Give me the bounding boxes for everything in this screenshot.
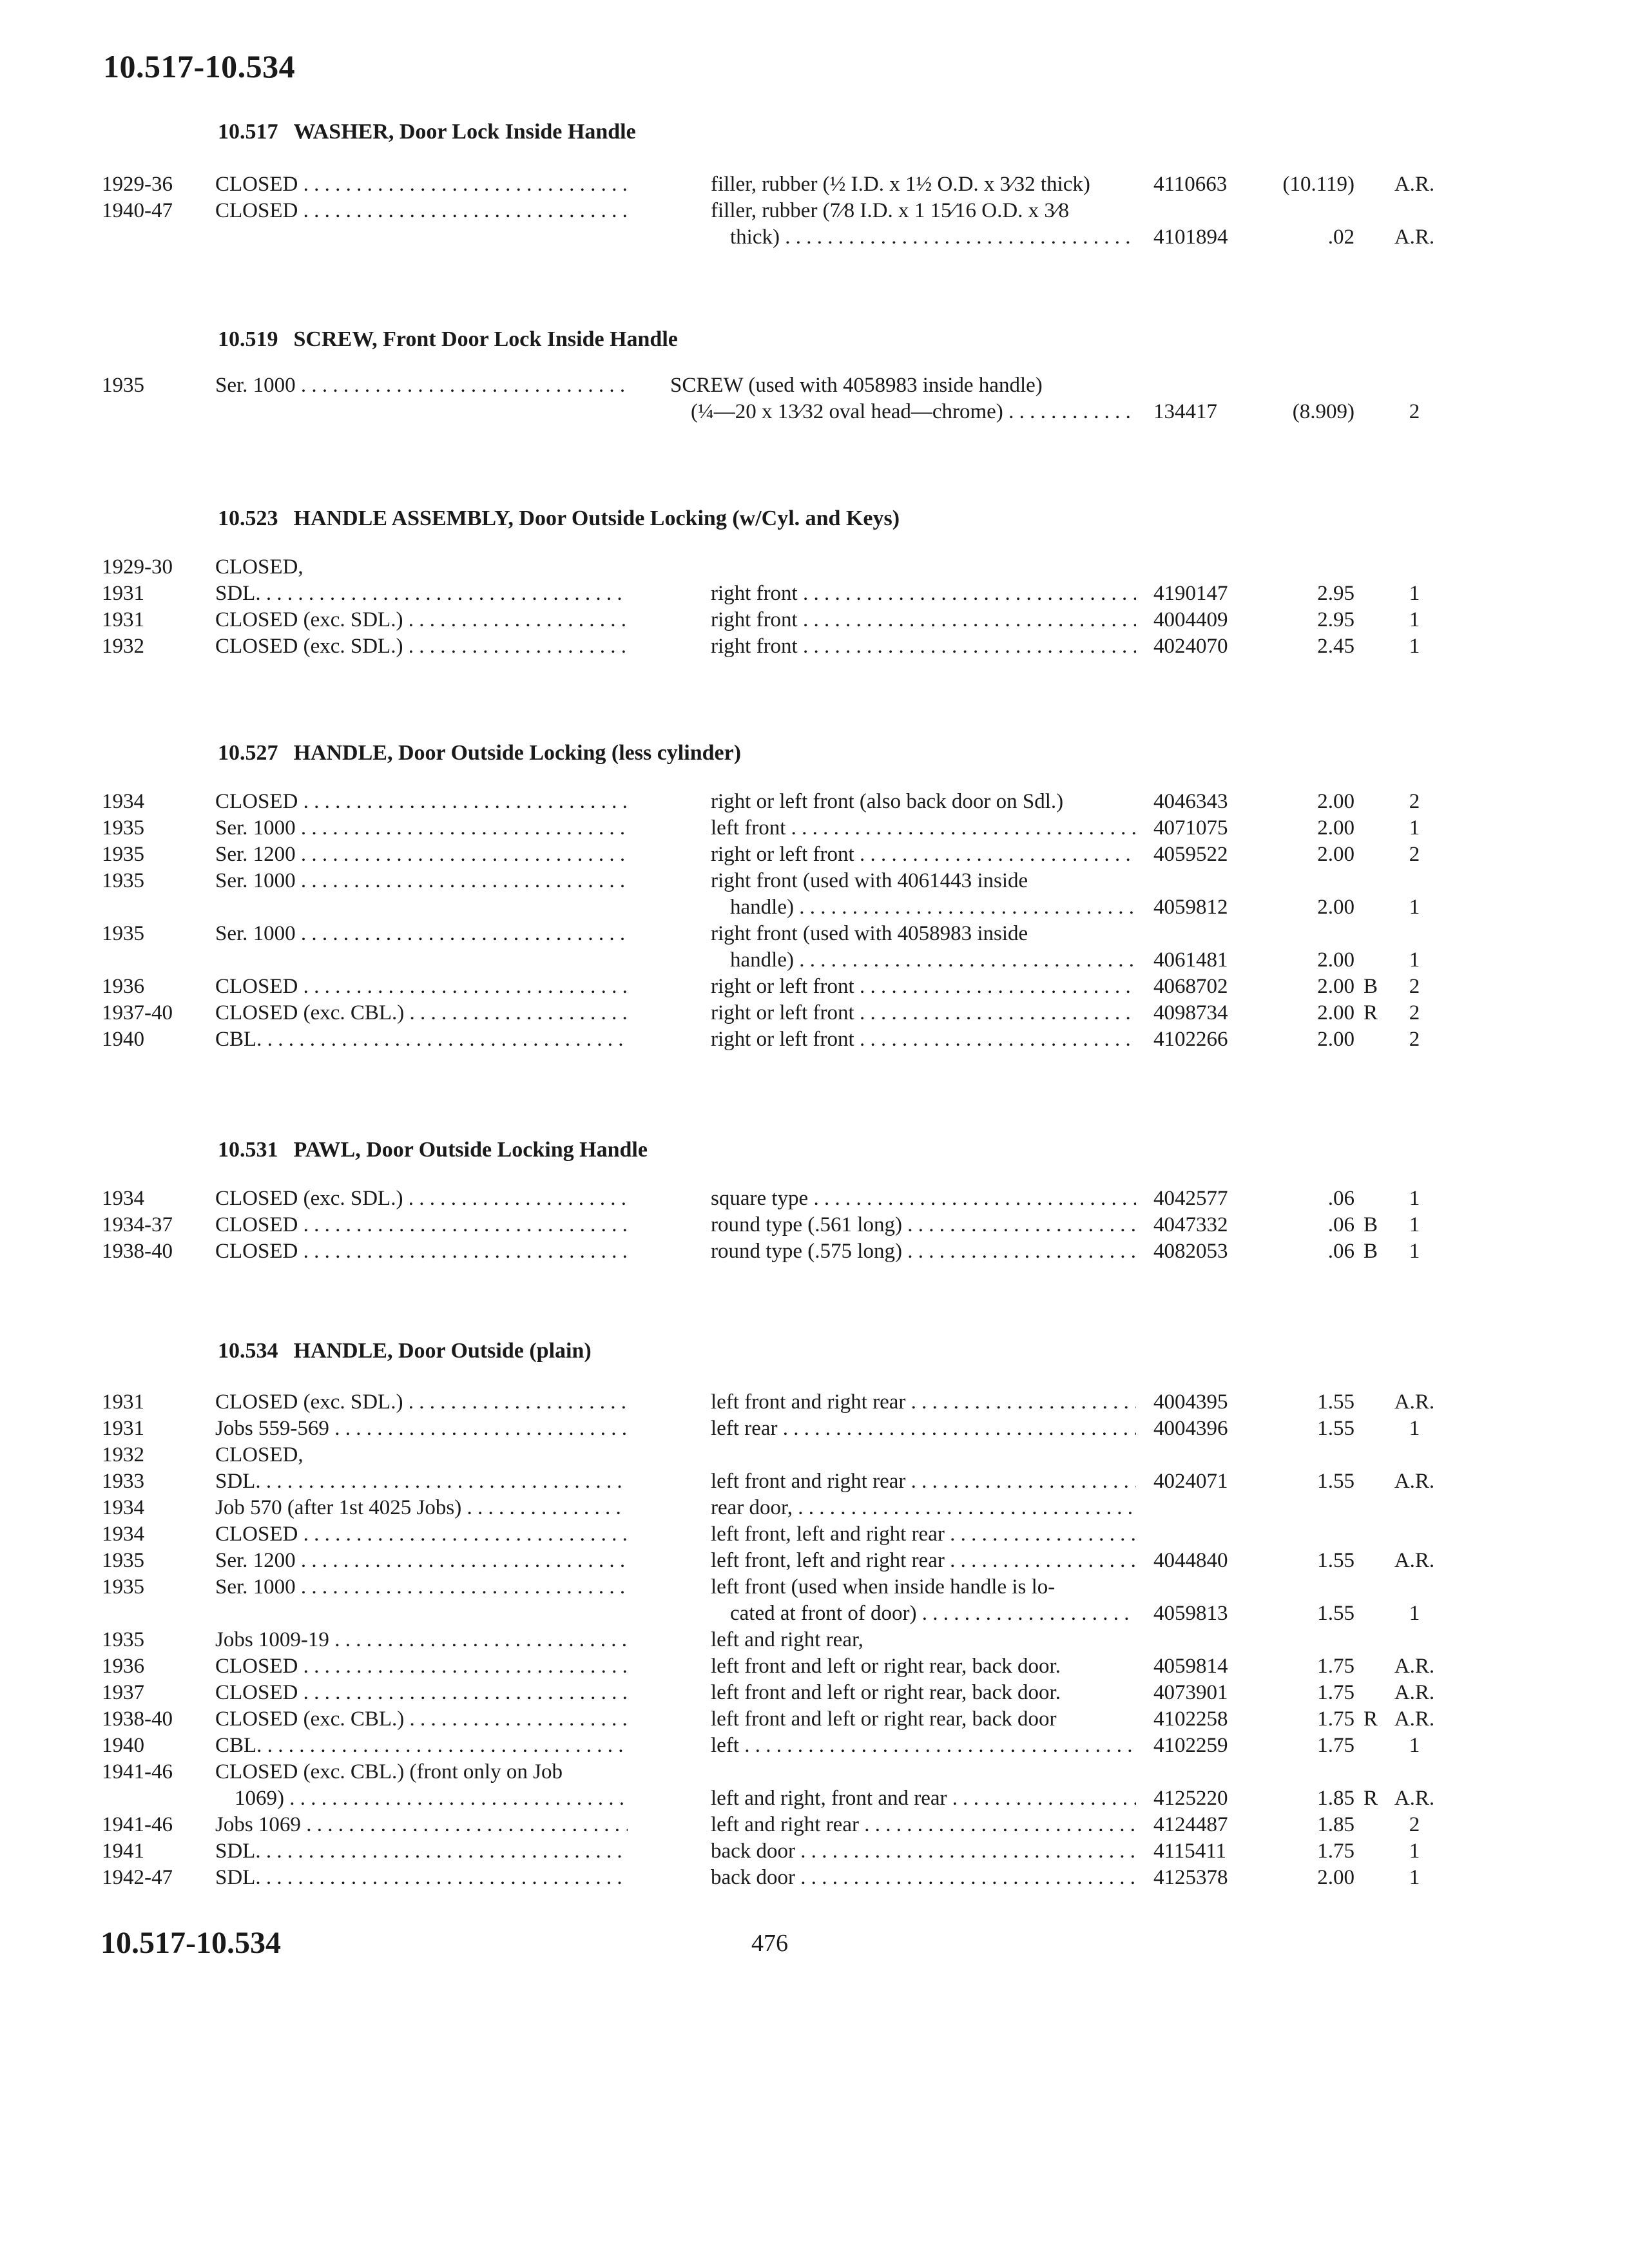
price-cell: 1.55 xyxy=(1317,1602,1354,1625)
description-cell: round type (.561 long) . . . xyxy=(711,1212,1136,1238)
part-number-cell: 4004395 xyxy=(1153,1390,1228,1414)
quantity-cell: 2 xyxy=(1409,1813,1420,1836)
description-cell: right or left front . . . xyxy=(711,1026,1136,1053)
table-row xyxy=(0,1495,1629,1521)
description-cell: handle) . . . xyxy=(730,894,1136,921)
year-cell: 1933 xyxy=(102,1470,144,1493)
part-number-cell: 4068702 xyxy=(1153,975,1228,998)
section-code: 10.523 xyxy=(218,506,278,530)
part-number-cell: 4110663 xyxy=(1153,173,1228,196)
model-cell: Ser. 1000 . . . xyxy=(215,372,628,399)
section-rows xyxy=(0,1186,1629,1265)
model-cell: CLOSED . . . xyxy=(215,171,628,198)
quantity-cell: 1 xyxy=(1409,896,1420,919)
section-rows xyxy=(0,171,1629,251)
description-cell: left . . . xyxy=(711,1733,1136,1759)
table-row xyxy=(0,1026,1629,1053)
section-rows xyxy=(0,554,1629,660)
price-cell: 1.55 xyxy=(1317,1470,1354,1493)
quantity-cell: 1 xyxy=(1409,1602,1420,1625)
description-cell: back door . . . xyxy=(711,1865,1136,1891)
quantity-cell: A.R. xyxy=(1394,1470,1435,1493)
section-heading: HANDLE, Door Outside Locking (less cylinder) xyxy=(293,741,742,765)
model-cell: CLOSED . . . xyxy=(215,1653,628,1680)
model-cell: CLOSED (exc. CBL.) . . . xyxy=(215,1000,628,1026)
section-heading: WASHER, Door Lock Inside Handle xyxy=(293,120,636,144)
model-cell: Jobs 1009-19 . . . xyxy=(215,1627,628,1653)
model-cell: SDL. . . . xyxy=(215,581,628,607)
year-cell: 1935 xyxy=(102,922,144,945)
description-cell: left front . . . xyxy=(711,815,1136,841)
part-number-cell: 4071075 xyxy=(1153,816,1228,840)
table-row xyxy=(0,815,1629,841)
model-cell: CLOSED . . . xyxy=(215,1521,628,1548)
description-cell: left front, left and right rear . . . xyxy=(711,1521,1136,1548)
year-cell: 1940-47 xyxy=(102,199,173,222)
section-heading: HANDLE ASSEMBLY, Door Outside Locking (w/Cyl. and Keys) xyxy=(293,506,900,530)
table-row xyxy=(0,198,1629,224)
year-cell: 1935 xyxy=(102,1549,144,1572)
price-cell: 1.75 xyxy=(1317,1655,1354,1678)
section-title xyxy=(218,327,678,352)
table-row xyxy=(0,1733,1629,1759)
year-cell: 1934 xyxy=(102,1187,144,1210)
part-number-cell: 4024070 xyxy=(1153,635,1228,658)
section-title xyxy=(218,1339,592,1363)
part-number-cell: 4047332 xyxy=(1153,1213,1228,1236)
price-cell: 2.95 xyxy=(1317,582,1354,605)
price-cell: 1.55 xyxy=(1317,1390,1354,1414)
part-number-cell: 4059814 xyxy=(1153,1655,1228,1678)
flag-cell: R xyxy=(1364,1787,1378,1810)
model-cell: CLOSED, xyxy=(215,1443,304,1466)
quantity-cell: 1 xyxy=(1409,608,1420,631)
description-cell: thick) . . . xyxy=(730,224,1136,251)
table-row xyxy=(0,581,1629,607)
model-cell: CLOSED . . . xyxy=(215,789,628,815)
description-cell: left front and right rear . . . xyxy=(711,1389,1136,1416)
section-heading: SCREW, Front Door Lock Inside Handle xyxy=(293,327,678,351)
price-cell: (8.909) xyxy=(1292,400,1354,423)
description-cell: left rear . . . xyxy=(711,1416,1136,1442)
table-row xyxy=(0,1442,1629,1468)
description-cell: right front (used with 4058983 inside xyxy=(711,922,1028,945)
description-cell: handle) . . . xyxy=(730,947,1136,974)
year-cell: 1942-47 xyxy=(102,1866,173,1889)
description-cell: left and right rear . . . xyxy=(711,1812,1136,1838)
year-cell: 1935 xyxy=(102,816,144,840)
model-cell: CLOSED . . . xyxy=(215,1680,628,1706)
price-cell: 2.45 xyxy=(1317,635,1354,658)
table-row xyxy=(0,894,1629,921)
price-cell: 1.75 xyxy=(1317,1707,1354,1731)
quantity-cell: A.R. xyxy=(1394,1707,1435,1731)
description-cell: left front (used when inside handle is lo- xyxy=(711,1575,1055,1599)
flag-cell: B xyxy=(1364,1213,1378,1236)
table-row xyxy=(0,1680,1629,1706)
description-cell: right front . . . xyxy=(711,607,1136,633)
part-number-cell: 4004409 xyxy=(1153,608,1228,631)
table-row xyxy=(0,1600,1629,1627)
model-cell: SDL. . . . xyxy=(215,1468,628,1495)
table-row xyxy=(0,1627,1629,1653)
quantity-cell: 2 xyxy=(1409,790,1420,813)
year-cell: 1938-40 xyxy=(102,1240,173,1263)
flag-cell: R xyxy=(1364,1707,1378,1731)
price-cell: .02 xyxy=(1327,226,1354,249)
year-cell: 1934 xyxy=(102,1523,144,1546)
table-row xyxy=(0,1548,1629,1574)
section-code: 10.517 xyxy=(218,120,278,144)
table-row xyxy=(0,1865,1629,1891)
price-cell: 2.00 xyxy=(1317,816,1354,840)
year-cell: 1929-30 xyxy=(102,555,173,579)
year-cell: 1940 xyxy=(102,1734,144,1757)
description-cell: right or left front . . . xyxy=(711,974,1136,1000)
model-cell: Job 570 (after 1st 4025 Jobs) . . . xyxy=(215,1495,628,1521)
description-cell: right or left front . . . xyxy=(711,1000,1136,1026)
section-title xyxy=(218,120,636,144)
description-cell: back door . . . xyxy=(711,1838,1136,1865)
table-row xyxy=(0,1416,1629,1442)
model-cell: CLOSED (exc. SDL.) . . . xyxy=(215,1186,628,1212)
section-code: 10.519 xyxy=(218,327,278,351)
part-number-cell: 4102266 xyxy=(1153,1028,1228,1051)
table-row xyxy=(0,607,1629,633)
description-cell: right or left front . . . xyxy=(711,841,1136,868)
model-cell: SDL. . . . xyxy=(215,1838,628,1865)
quantity-cell: 1 xyxy=(1409,1840,1420,1863)
price-cell: 1.75 xyxy=(1317,1840,1354,1863)
flag-cell: R xyxy=(1364,1001,1378,1024)
flag-cell: B xyxy=(1364,1240,1378,1263)
model-cell: Ser. 1000 . . . xyxy=(215,921,628,947)
model-cell: CLOSED . . . xyxy=(215,198,628,224)
part-number-cell: 4190147 xyxy=(1153,582,1228,605)
quantity-cell: A.R. xyxy=(1394,226,1435,249)
table-row xyxy=(0,1212,1629,1238)
page-number: 476 xyxy=(751,1930,788,1957)
price-cell: 2.00 xyxy=(1317,1028,1354,1051)
description-cell: left and right rear, xyxy=(711,1628,863,1651)
section-rows xyxy=(0,789,1629,1053)
part-number-cell: 4061481 xyxy=(1153,948,1228,972)
table-row xyxy=(0,1521,1629,1548)
section-heading: HANDLE, Door Outside (plain) xyxy=(293,1339,592,1363)
model-cell: CBL. . . . xyxy=(215,1733,628,1759)
year-cell: 1931 xyxy=(102,582,144,605)
model-cell: CLOSED (exc. SDL.) . . . xyxy=(215,607,628,633)
description-cell: left front and right rear . . . xyxy=(711,1468,1136,1495)
table-row xyxy=(0,1468,1629,1495)
quantity-cell: 2 xyxy=(1409,975,1420,998)
part-number-cell: 4044840 xyxy=(1153,1549,1228,1572)
table-row xyxy=(0,974,1629,1000)
part-number-cell: 4073901 xyxy=(1153,1681,1228,1704)
page-header-range: 10.517-10.534 xyxy=(103,48,296,84)
section-code: 10.527 xyxy=(218,741,278,765)
table-row xyxy=(0,1238,1629,1265)
year-cell: 1935 xyxy=(102,1628,144,1651)
year-cell: 1938-40 xyxy=(102,1707,173,1731)
description-cell: filler, rubber (½ I.D. x 1½ O.D. x 3⁄32 thick) xyxy=(711,173,1090,196)
description-cell: square type . . . xyxy=(711,1186,1136,1212)
model-cell: CLOSED (exc. SDL.) . . . xyxy=(215,1389,628,1416)
part-number-cell: 4101894 xyxy=(1153,226,1228,249)
quantity-cell: 1 xyxy=(1409,1213,1420,1236)
part-number-cell: 4124487 xyxy=(1153,1813,1228,1836)
year-cell: 1935 xyxy=(102,843,144,866)
section-rows xyxy=(0,372,1629,425)
part-number-cell: 4046343 xyxy=(1153,790,1228,813)
year-cell: 1935 xyxy=(102,869,144,892)
table-row xyxy=(0,868,1629,894)
table-row xyxy=(0,1000,1629,1026)
price-cell: 2.00 xyxy=(1317,843,1354,866)
flag-cell: B xyxy=(1364,975,1378,998)
model-cell: Ser. 1000 . . . xyxy=(215,868,628,894)
description-cell: left front and left or right rear, back door. xyxy=(711,1681,1061,1704)
table-row xyxy=(0,224,1629,251)
table-row xyxy=(0,171,1629,198)
price-cell: 2.95 xyxy=(1317,608,1354,631)
year-cell: 1940 xyxy=(102,1028,144,1051)
part-number-cell: 4059812 xyxy=(1153,896,1228,919)
quantity-cell: 1 xyxy=(1409,948,1420,972)
description-cell: rear door, . . . xyxy=(711,1495,1136,1521)
model-cell: SDL. . . . xyxy=(215,1865,628,1891)
quantity-cell: A.R. xyxy=(1394,1681,1435,1704)
quantity-cell: 1 xyxy=(1409,1866,1420,1889)
model-cell: CLOSED (exc. CBL.) (front only on Job xyxy=(215,1760,563,1783)
part-number-cell: 4115411 xyxy=(1153,1840,1227,1863)
part-number-cell: 4024071 xyxy=(1153,1470,1228,1493)
year-cell: 1931 xyxy=(102,1417,144,1440)
price-cell: 2.00 xyxy=(1317,975,1354,998)
price-cell: 2.00 xyxy=(1317,1001,1354,1024)
year-cell: 1934 xyxy=(102,1496,144,1519)
table-row xyxy=(0,841,1629,868)
quantity-cell: 2 xyxy=(1409,1001,1420,1024)
description-cell: round type (.575 long) . . . xyxy=(711,1238,1136,1265)
year-cell: 1941-46 xyxy=(102,1760,173,1783)
table-row xyxy=(0,1574,1629,1600)
description-cell: right or left front (also back door on Sdl.) xyxy=(711,790,1064,813)
model-cell: Jobs 559-569 . . . xyxy=(215,1416,628,1442)
quantity-cell: A.R. xyxy=(1394,1655,1435,1678)
section-rows xyxy=(0,1389,1629,1891)
section-title xyxy=(218,1138,648,1162)
description-cell: (¼—20 x 13⁄32 oval head—chrome) . . . xyxy=(691,399,1136,425)
price-cell: .06 xyxy=(1327,1187,1354,1210)
section-code: 10.531 xyxy=(218,1138,278,1162)
part-number-cell: 4059522 xyxy=(1153,843,1228,866)
description-cell: left and right, front and rear . . . xyxy=(711,1785,1136,1812)
price-cell: .06 xyxy=(1327,1240,1354,1263)
table-row xyxy=(0,1838,1629,1865)
table-row xyxy=(0,1812,1629,1838)
part-number-cell: 4059813 xyxy=(1153,1602,1228,1625)
quantity-cell: 2 xyxy=(1409,400,1420,423)
model-cell: CLOSED . . . xyxy=(215,974,628,1000)
year-cell: 1936 xyxy=(102,975,144,998)
model-cell: CLOSED . . . xyxy=(215,1212,628,1238)
model-cell: Ser. 1000 . . . xyxy=(215,815,628,841)
price-cell: 1.75 xyxy=(1317,1681,1354,1704)
price-cell: 1.55 xyxy=(1317,1417,1354,1440)
table-row xyxy=(0,921,1629,947)
quantity-cell: 2 xyxy=(1409,843,1420,866)
quantity-cell: 1 xyxy=(1409,635,1420,658)
model-cell: Ser. 1200 . . . xyxy=(215,1548,628,1574)
part-number-cell: 134417 xyxy=(1153,400,1217,423)
model-cell: CLOSED (exc. SDL.) . . . xyxy=(215,633,628,660)
price-cell: 2.00 xyxy=(1317,896,1354,919)
year-cell: 1929-36 xyxy=(102,173,173,196)
description-cell: right front . . . xyxy=(711,633,1136,660)
quantity-cell: A.R. xyxy=(1394,173,1435,196)
quantity-cell: A.R. xyxy=(1394,1390,1435,1414)
quantity-cell: 1 xyxy=(1409,1187,1420,1210)
year-cell: 1934-37 xyxy=(102,1213,173,1236)
price-cell: 2.00 xyxy=(1317,1866,1354,1889)
section-heading: PAWL, Door Outside Locking Handle xyxy=(293,1138,648,1162)
year-cell: 1935 xyxy=(102,374,144,397)
price-cell: 1.55 xyxy=(1317,1549,1354,1572)
quantity-cell: 2 xyxy=(1409,1028,1420,1051)
description-cell: filler, rubber (7⁄8 I.D. x 1 15⁄16 O.D. x 3⁄8 xyxy=(711,199,1069,222)
model-cell: CLOSED (exc. CBL.) . . . xyxy=(215,1706,628,1733)
price-cell: .06 xyxy=(1327,1213,1354,1236)
year-cell: 1932 xyxy=(102,1443,144,1466)
section-title xyxy=(218,506,900,531)
quantity-cell: 1 xyxy=(1409,582,1420,605)
year-cell: 1936 xyxy=(102,1655,144,1678)
price-cell: 2.00 xyxy=(1317,948,1354,972)
model-cell: CLOSED . . . xyxy=(215,1238,628,1265)
year-cell: 1932 xyxy=(102,635,144,658)
price-cell: 2.00 xyxy=(1317,790,1354,813)
year-cell: 1941 xyxy=(102,1840,144,1863)
quantity-cell: A.R. xyxy=(1394,1787,1435,1810)
year-cell: 1941-46 xyxy=(102,1813,173,1836)
table-row xyxy=(0,633,1629,660)
year-cell: 1935 xyxy=(102,1575,144,1599)
quantity-cell: 1 xyxy=(1409,1734,1420,1757)
table-row xyxy=(0,1759,1629,1785)
price-cell: 1.75 xyxy=(1317,1734,1354,1757)
table-row xyxy=(0,1389,1629,1416)
part-number-cell: 4125220 xyxy=(1153,1787,1228,1810)
quantity-cell: 1 xyxy=(1409,1417,1420,1440)
table-row xyxy=(0,1653,1629,1680)
price-cell: (10.119) xyxy=(1282,173,1354,196)
section-title xyxy=(218,741,741,765)
description-cell: cated at front of door) . . . xyxy=(730,1600,1136,1627)
table-row xyxy=(0,372,1629,399)
part-number-cell: 4098734 xyxy=(1153,1001,1228,1024)
year-cell: 1931 xyxy=(102,608,144,631)
table-row xyxy=(0,947,1629,974)
part-number-cell: 4082053 xyxy=(1153,1240,1228,1263)
page-footer-range: 10.517-10.534 xyxy=(101,1926,281,1960)
model-cell: Ser. 1000 . . . xyxy=(215,1574,628,1600)
price-cell: 1.85 xyxy=(1317,1787,1354,1810)
part-number-cell: 4042577 xyxy=(1153,1187,1228,1210)
year-cell: 1931 xyxy=(102,1390,144,1414)
table-row xyxy=(0,399,1629,425)
description-cell: right front . . . xyxy=(711,581,1136,607)
description-cell: left front and left or right rear, back door. xyxy=(711,1655,1061,1678)
table-row xyxy=(0,1706,1629,1733)
year-cell: 1937-40 xyxy=(102,1001,173,1024)
part-number-cell: 4125378 xyxy=(1153,1866,1228,1889)
model-cell: CLOSED, xyxy=(215,555,304,579)
part-number-cell: 4102259 xyxy=(1153,1734,1228,1757)
description-cell: left front, left and right rear . . . xyxy=(711,1548,1136,1574)
part-number-cell: 4102258 xyxy=(1153,1707,1228,1731)
price-cell: 1.85 xyxy=(1317,1813,1354,1836)
quantity-cell: A.R. xyxy=(1394,1549,1435,1572)
table-row xyxy=(0,554,1629,581)
table-row xyxy=(0,1785,1629,1812)
quantity-cell: 1 xyxy=(1409,1240,1420,1263)
quantity-cell: 1 xyxy=(1409,816,1420,840)
model-cell: CBL. . . . xyxy=(215,1026,628,1053)
description-cell: left front and left or right rear, back door xyxy=(711,1707,1057,1731)
table-row xyxy=(0,789,1629,815)
year-cell: 1934 xyxy=(102,790,144,813)
part-number-cell: 4004396 xyxy=(1153,1417,1228,1440)
model-cell: Jobs 1069 . . . xyxy=(215,1812,628,1838)
section-code: 10.534 xyxy=(218,1339,278,1363)
year-cell: 1937 xyxy=(102,1681,144,1704)
description-cell: SCREW (used with 4058983 inside handle) xyxy=(670,374,1043,397)
model-cell: 1069) . . . xyxy=(235,1785,628,1812)
table-row xyxy=(0,1186,1629,1212)
description-cell: right front (used with 4061443 inside xyxy=(711,869,1028,892)
model-cell: Ser. 1200 . . . xyxy=(215,841,628,868)
